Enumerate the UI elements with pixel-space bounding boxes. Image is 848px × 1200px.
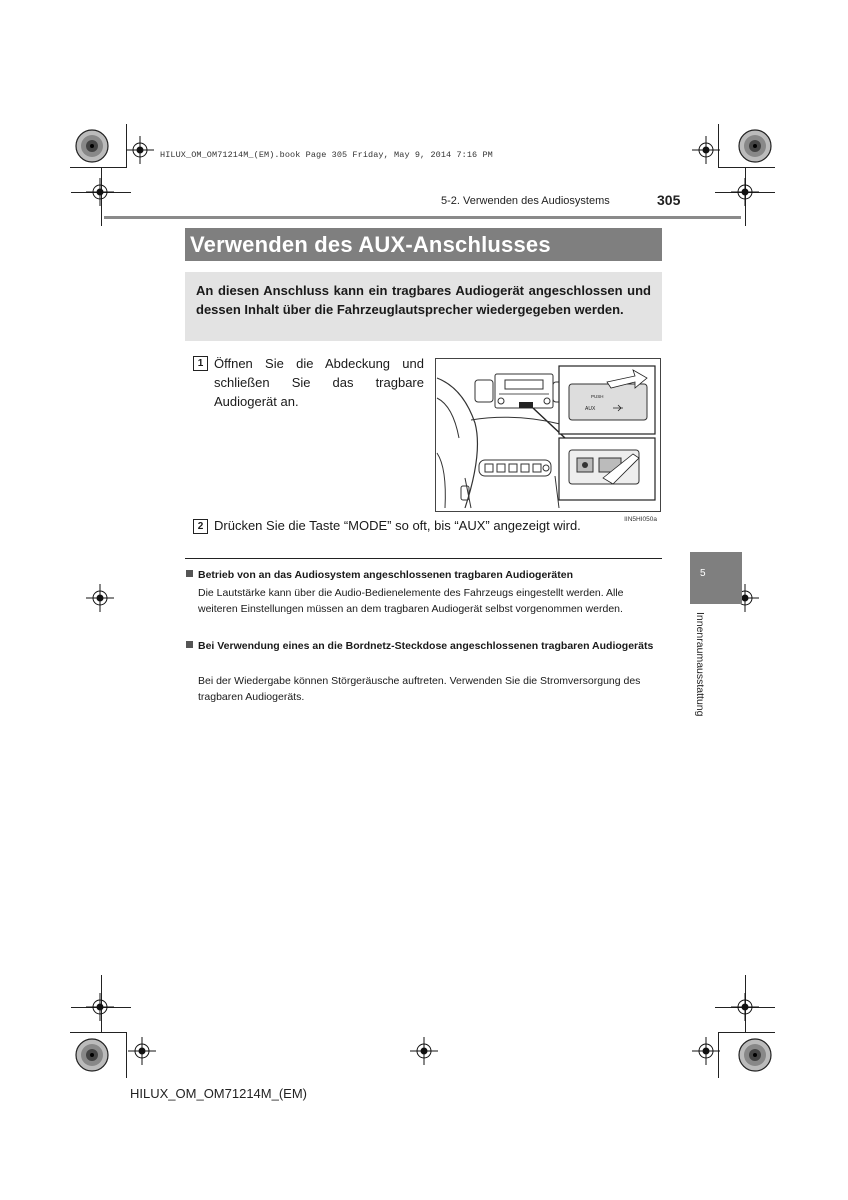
aux-port-illustration xyxy=(435,358,661,523)
intro-box xyxy=(185,272,662,341)
dashboard-drawing xyxy=(435,358,661,513)
step-2-number: 2 xyxy=(193,519,208,534)
page-title-bar xyxy=(185,228,662,261)
notes-rule xyxy=(185,558,662,559)
note-2-body: Bei der Wiedergabe können Störgeräusche auftreten. Verwenden Sie die Stromversorgung des tragbaren Audiogeräts. xyxy=(198,675,641,703)
chapter-number: 5 xyxy=(700,568,706,579)
square-bullet-icon xyxy=(186,641,193,648)
header-rule xyxy=(104,216,741,219)
push-label: PUSH xyxy=(591,394,604,399)
illustration-code: IIN5HI050a xyxy=(624,516,657,523)
footer-code: HILUX_OM_OM71214M_(EM) xyxy=(130,1086,307,1101)
aux-label: AUX xyxy=(585,406,596,412)
note-1-body: Die Lautstärke kann über die Audio-Bedienelemente des Fahrzeugs eingestellt werden. Alle weiteren Einstellungen müssen an dem tragbaren Audiogerät selbst vorgenommen werden. xyxy=(198,587,624,615)
square-bullet-icon xyxy=(186,570,193,577)
chapter-label: Innenraumausstattung xyxy=(694,612,706,717)
step-1-number: 1 xyxy=(193,356,208,371)
step-1-text: Öffnen Sie die Abdeckung und schließen Sie das tragbare Audiogerät an. xyxy=(214,356,424,409)
page-title: Verwenden des AUX-Anschlusses xyxy=(190,232,551,257)
chapter-tab xyxy=(690,552,742,604)
intro-text: An diesen Anschluss kann ein tragbares Audiogerät angeschlossen und dessen Inhalt über die Fahrzeuglautsprecher wiedergegeben werden. xyxy=(196,283,651,317)
book-info: HILUX_OM_OM71214M_(EM).book Page 305 Friday, May 9, 2014 7:16 PM xyxy=(160,150,493,160)
note-1-heading: Betrieb von an das Audiosystem angeschlossenen tragbaren Audiogeräten xyxy=(186,568,573,583)
section-reference: 5-2. Verwenden des Audiosystems xyxy=(441,195,610,207)
note-2-heading: Bei Verwendung eines an die Bordnetz-Steckdose angeschlossenen tragbaren Audiogeräts xyxy=(186,639,662,654)
step-2-text: Drücken Sie die Taste “MODE” so oft, bis “AUX” angezeigt wird. xyxy=(214,518,581,533)
page-number: 305 xyxy=(657,192,681,208)
